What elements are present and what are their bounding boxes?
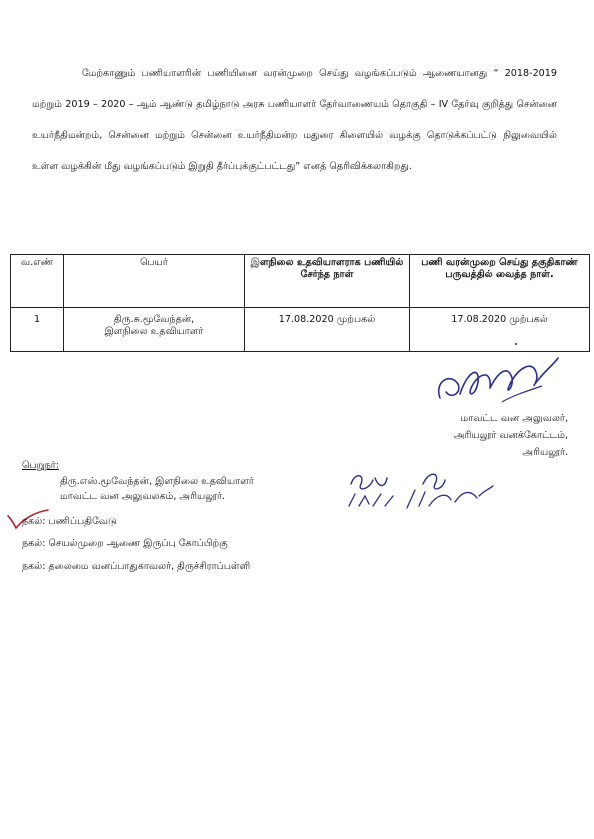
header-regularised-date: பணி வரன்முறை செய்து தகுதிகாண் பருவத்தில் வைத்த நாள். (410, 255, 590, 308)
recipient-label: பெறுநர்: (22, 460, 60, 471)
handwritten-receipt-note (345, 466, 495, 514)
cell-name-line2: இளநிலை உதவியாளர் (104, 326, 204, 337)
signatory-designation: மாவட்ட வன அலுவலர், (460, 413, 568, 424)
recipient-name: திரு.எஸ்.மூவேந்தன், இளநிலை உதவியாளர் (60, 476, 254, 487)
header-serial: வ.எண் (11, 255, 64, 308)
table-header-row (11, 255, 590, 308)
cell-joined-date: 17.08.2020 முற்பகல் (245, 308, 410, 352)
signature-block (398, 410, 568, 461)
appointment-table (10, 254, 590, 352)
header-joined-date: இளநிலை உதவியாளராக பணியில் சேர்ந்த நாள் (245, 255, 410, 308)
copy-line-chief-conservator: நகல்: தலைமை வனப்பாதுகாவலர், திருச்சிராப்பள்ளி (22, 561, 251, 572)
recipient-office: மாவட்ட வன அலுவலகம், அரியலூர். (60, 491, 226, 502)
body-paragraph: மேற்காணும் பணியாளரின் பணியினை வரன்முறை செய்து வழங்கப்படும் ஆணையானது “ 2018-2019 மற்றும் 2019 – 2020 – ஆம் ஆண்டு தமிழ்நாடு அரசு பணியாளர் தேர்வாணையம் தொகுதி – IV தேர்வு குறித்து சென்னை உயர்நீதிமன்றம், சென்னை மற்றும் சென்னை உயர்நீதிமன்ற மதுரை கிளையில் வழக்கு தொடுக்கப்பட்டு நிலுவையில் உள்ள வழக்கின் மீது வழங்கப்படும் இறுதி தீர்ப்புக்குட்பட்டது” எனத் தெரிவிக்கலாகிறது. (32, 68, 557, 172)
header-name: பெயர் (64, 255, 245, 308)
copy-line-order-file: நகல்: செயல்முறை ஆணை இருப்பு கோப்பிற்கு (22, 538, 228, 549)
signatory-place: அரியலூர். (522, 447, 568, 458)
copy-line-service-register: நகல்: பணிப்பதிவேடு (22, 516, 117, 527)
cell-name-line1: திரு.சு.மூவேந்தன், (113, 314, 195, 325)
cell-serial: 1 (11, 308, 64, 352)
handwritten-signature (432, 352, 562, 410)
table-row (11, 308, 590, 352)
ink-dot (515, 343, 517, 345)
cell-name (64, 308, 245, 352)
signatory-division: அரியலூர் வனக்கோட்டம், (453, 430, 568, 441)
cell-regularised-date: 17.08.2020 முற்பகல் (410, 308, 590, 352)
